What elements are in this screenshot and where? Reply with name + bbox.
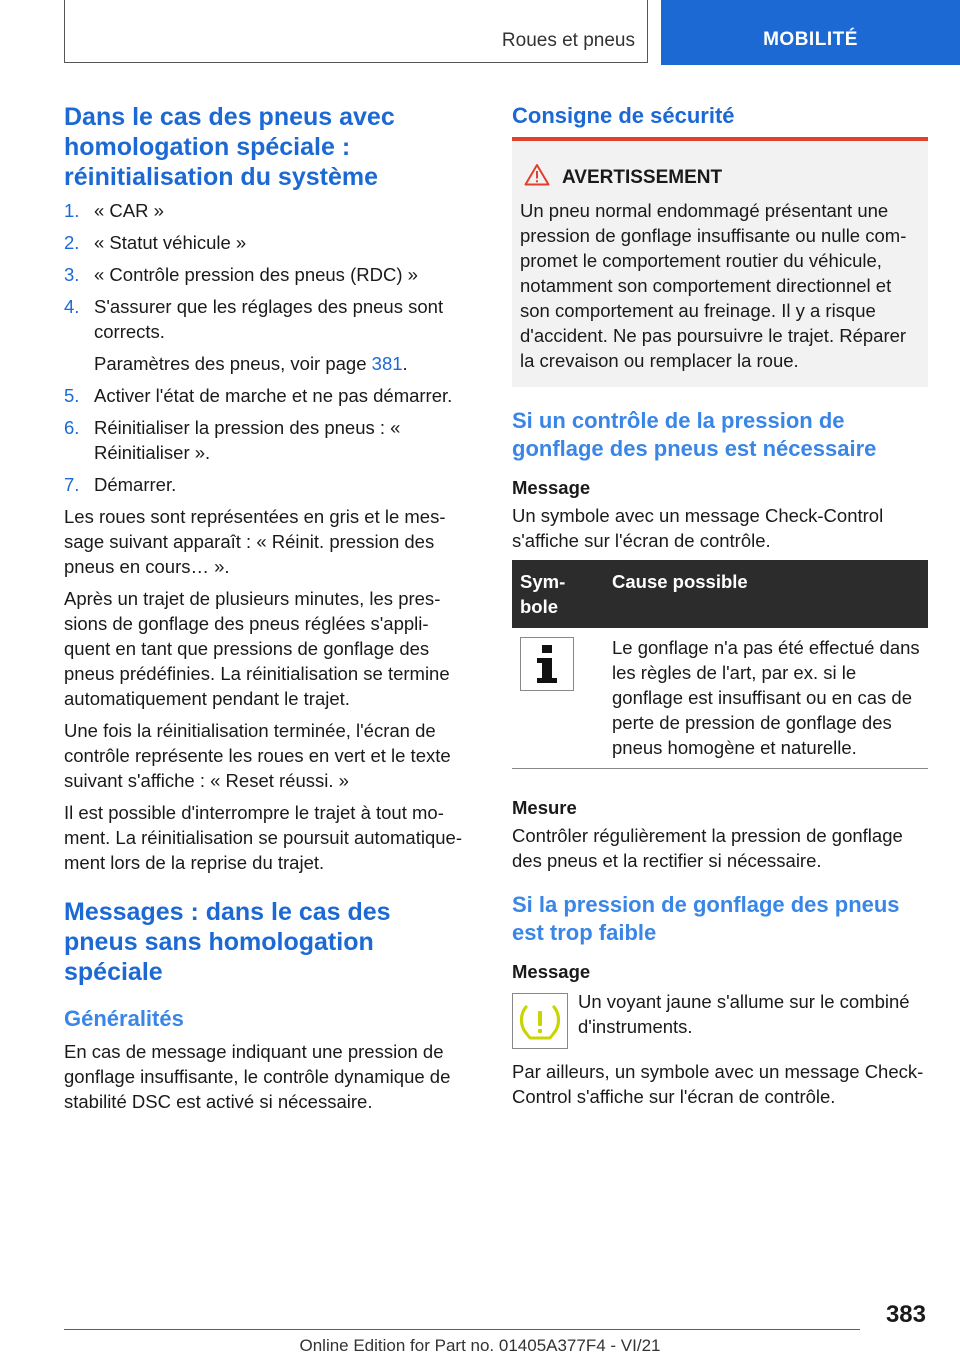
note-end: .	[402, 353, 408, 374]
list-item	[64, 230, 466, 255]
table-header-cause: Cause possible	[604, 560, 928, 628]
step-number: 2.	[64, 232, 80, 253]
right-column	[512, 102, 928, 1116]
final-text: Par ailleurs, un symbole avec un message Check-Control s'affiche sur l'écran de contrôle.	[512, 1061, 924, 1107]
footer-divider	[64, 1329, 860, 1330]
section-heading-safety: Consigne de sécurité	[512, 103, 735, 128]
paragraph: En cas de message indiquant une pression de gonflage insuffisante, le contrôle dynamique de stabilité DSC est activé si nécessaire.	[64, 1041, 451, 1112]
step-text: Activer l'état de marche et ne pas démarrer.	[94, 385, 453, 406]
table-row	[512, 628, 928, 769]
page-link[interactable]: 381	[371, 353, 403, 374]
header-section-title: Roues et pneus	[501, 30, 635, 51]
list-item	[64, 415, 466, 465]
info-icon	[520, 637, 574, 691]
section-heading-messages: Messages : dans le cas des pneus sans homologation spéciale	[64, 898, 391, 986]
paragraph: Les roues sont représentées en gris et le message suivant apparaît : « Réinit. pression des pneus en cours… ».	[64, 506, 446, 577]
table-header-symbol: Symbole	[512, 560, 604, 628]
paragraph: Il est possible d'interrompre le trajet à tout moment. La réinitialisation se poursuit automatiquement lors de la reprise du trajet.	[64, 802, 462, 873]
step-number: 1.	[64, 200, 80, 221]
step-note	[94, 351, 466, 376]
step-number: 5.	[64, 385, 80, 406]
warning-title-text: AVERTISSEMENT	[562, 166, 723, 188]
message-label-2: Message	[512, 961, 591, 982]
warning-triangle-icon	[524, 163, 550, 192]
measure-text: Contrôler régulièrement la pression de gonflage des pneus et la rectifier si nécessaire.	[512, 825, 903, 871]
paragraph: Une fois la réinitialisation terminée, l'écran de contrôle représente les roues en vert et le texte suivant s'affiche : « Reset réussi. »	[64, 720, 451, 791]
footer-edition: Online Edition for Part no. 01405A377F4 - VI/21	[299, 1336, 661, 1355]
list-item	[64, 198, 466, 223]
message-text: Un symbole avec un message Check-Control s'affiche sur l'écran de contrôle.	[512, 505, 884, 551]
message-icon-text: Un voyant jaune s'allume sur le combiné d'instruments.	[578, 991, 910, 1037]
step-text: S'assurer que les réglages des pneus sont corrects.	[94, 296, 444, 342]
symbol-table	[512, 560, 928, 769]
subheading-check-needed: Si un contrôle de la pression de gonflage des pneus est nécessaire	[512, 408, 877, 461]
warning-text: Un pneu normal endommagé présentant une pression de gonflage insuffisante ou nulle compromet le comportement routier du véhicule, notamment son comportement directionnel et son comportement au freinage. Il y a risque d'accident. Ne pas poursuivre le trajet. Réparer la crevaison ou remplacer la roue.	[520, 200, 907, 371]
message-with-icon	[512, 989, 928, 1049]
message-label: Message	[512, 477, 591, 498]
list-item	[64, 472, 466, 497]
step-text: « Statut véhicule »	[94, 232, 247, 253]
warning-title	[524, 163, 920, 192]
steps-list	[64, 198, 466, 497]
step-number: 7.	[64, 474, 80, 495]
step-text: Réinitialiser la pression des pneus : « Réinitialiser ».	[94, 417, 401, 463]
left-column	[64, 102, 466, 1121]
section-heading-reset: Dans le cas des pneus avec homologation spéciale : réinitialisation du système	[64, 103, 395, 191]
table-header-row	[512, 560, 928, 628]
note-text: Paramètres des pneus, voir page	[94, 353, 367, 374]
step-text: « CAR »	[94, 200, 164, 221]
step-number: 6.	[64, 417, 80, 438]
list-item	[64, 294, 466, 376]
step-number: 4.	[64, 296, 80, 317]
header-chapter-tab[interactable]: MOBILITÉ	[661, 0, 960, 65]
list-item	[64, 262, 466, 287]
tire-pressure-warning-icon	[512, 993, 568, 1049]
subheading-general: Généralités	[64, 1006, 184, 1031]
subheading-pressure-low: Si la pression de gonflage des pneus est trop faible	[512, 892, 900, 945]
warning-box	[512, 137, 928, 387]
list-item	[64, 383, 466, 408]
step-number: 3.	[64, 264, 80, 285]
paragraph: Après un trajet de plusieurs minutes, les pressions de gonflage des pneus réglées s'appliquent en tant que pressions de gonflage des pneus prédéfinies. La réinitialisation se termine automatiquement pendant le trajet.	[64, 588, 450, 709]
measure-label: Mesure	[512, 797, 577, 818]
step-text: Démarrer.	[94, 474, 177, 495]
table-cell-cause: Le gonflage n'a pas été effectué dans les règles de l'art, par ex. si le gonflage est insuffisant ou en cas de perte de pression de gonflage des pneus homogène et naturelle.	[604, 628, 928, 769]
page-number: 383	[885, 1301, 926, 1328]
table-cell-symbol	[512, 628, 604, 769]
step-text: « Contrôle pression des pneus (RDC) »	[94, 264, 418, 285]
